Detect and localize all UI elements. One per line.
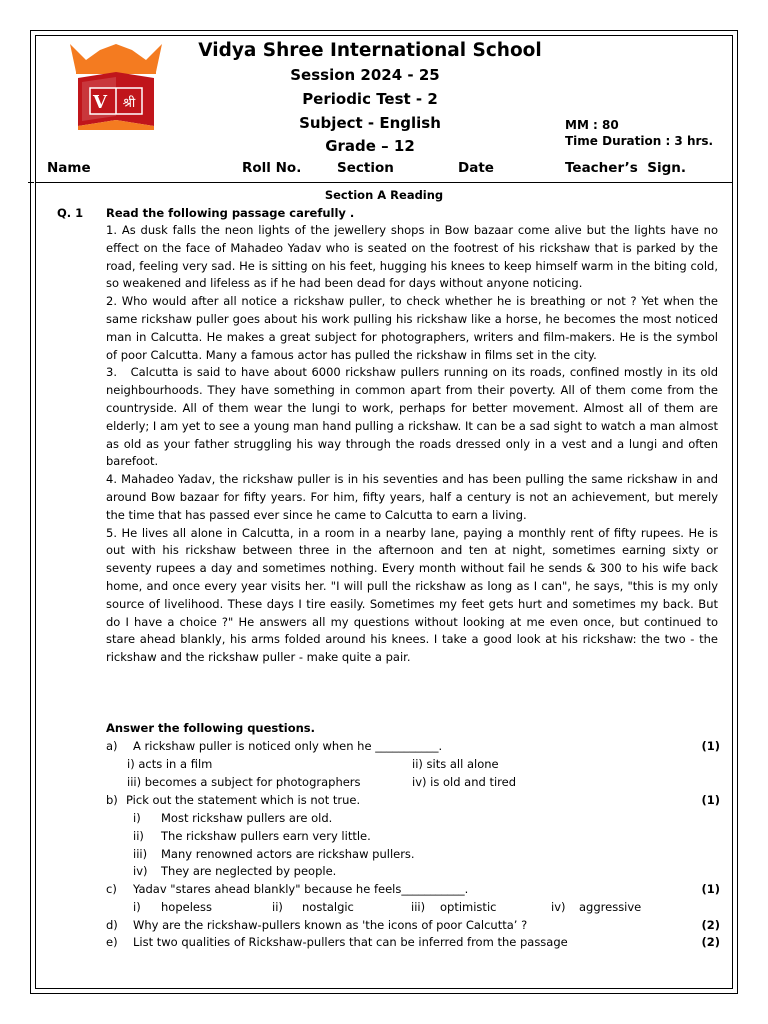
option-c-3: optimistic	[440, 900, 497, 914]
question-d-label: d)	[106, 918, 118, 932]
school-name: Vidya Shree International School	[198, 40, 542, 61]
option-c-2-num: ii)	[272, 900, 283, 914]
option-a-3: iii) becomes a subject for photographers	[127, 775, 361, 789]
teacher-sign-label: Teacher’s Sign.	[565, 160, 686, 176]
paragraph-5: 5. He lives all alone in Calcutta, in a room in a nearby lane, paying a monthly rent of fifty rupees. He is out with his rickshaw between three in the afternoon and ten at night, sometimes earning sixty or seventy rupees a day and sometimes nothing. Every month without fail he sends & 300 to his wife back home, and once every year visits her. "I will pull the rickshaw as long as I can", he says, "this is my only source of livelihood. These days I tire easily. Sometimes my feet gets hurt and sometimes my back. But do I have a choice ?" He answers all my questions without looking at me even once, but continued to stare ahead blankly, his arms folded around his knees. I take a good look at his rickshaw: the two - the rickshaw and the rickshaw puller - make quite a pair.	[106, 525, 722, 665]
question-d-text: Why are the rickshaw-pullers known as 'the icons of poor Calcutta’ ?	[133, 918, 528, 932]
subject: Subject - English	[299, 114, 441, 132]
question-e-label: e)	[106, 935, 118, 949]
section-field-label: Section	[337, 160, 394, 176]
question-instruction: Read the following passage carefully .	[106, 206, 355, 220]
margin-tick	[28, 182, 34, 183]
option-a-2: ii) sits all alone	[412, 757, 499, 771]
option-b-4-num: iv)	[133, 864, 148, 878]
crown-icon	[70, 44, 162, 74]
question-e-marks: (2)	[701, 935, 720, 949]
option-c-2: nostalgic	[302, 900, 354, 914]
option-b-1-num: i)	[133, 811, 141, 825]
paragraph-4: 4. Mahadeo Yadav, the rickshaw puller is in his seventies and has been pulling the same rickshaw in and around Bow bazaar for fifty years. For him, fifty years, half a century is not an achievement, but merely the time that has passed ever since he came to Calcutta to earn a living.	[106, 472, 722, 522]
question-a-text: A rickshaw puller is noticed only when he ___________.	[133, 739, 443, 753]
question-e-text: List two qualities of Rickshaw-pullers that can be inferred from the passage	[133, 935, 568, 949]
book-icon	[78, 72, 154, 130]
question-b-label: b)	[106, 793, 118, 807]
option-c-4-num: iv)	[551, 900, 566, 914]
section-title: Section A Reading	[324, 188, 444, 202]
option-b-1: Most rickshaw pullers are old.	[161, 811, 333, 825]
test-name: Periodic Test - 2	[302, 90, 438, 108]
question-number: Q. 1	[57, 206, 84, 220]
question-a-label: a)	[106, 739, 118, 753]
question-c-marks: (1)	[701, 882, 720, 896]
option-b-2-num: ii)	[133, 829, 144, 843]
name-field-label: Name	[47, 160, 91, 176]
paragraph-2: 2. Who would after all notice a rickshaw puller, to check whether he is breathing or not ? Yet when the same rickshaw puller goes about his work pulling his rickshaw like a horse, he becomes the most noticed man in Calcutta. He makes a great subject for photographers, writers and film-makers. He is the symbol of poor Calcutta. Many a famous actor has pulled the rickshaw in films set in the city.	[106, 294, 722, 362]
logo-script: श्री	[122, 96, 136, 111]
question-a-marks: (1)	[701, 739, 720, 753]
question-d-marks: (2)	[701, 918, 720, 932]
option-b-3-num: iii)	[133, 847, 148, 861]
question-c-label: c)	[106, 882, 117, 896]
max-marks: MM : 80	[565, 118, 619, 132]
option-c-3-num: iii)	[411, 900, 426, 914]
option-c-4: aggressive	[579, 900, 642, 914]
reading-passage	[106, 222, 722, 667]
school-logo	[68, 42, 164, 130]
question-c-text: Yadav "stares ahead blankly" because he feels___________.	[133, 882, 469, 896]
paragraph-3: 3. Calcutta is said to have about 6000 rickshaw pullers running on its roads, confined mostly in its old neighbourhoods. They have something in common apart from their poverty. All of them come from the countryside. All of them wear the lungi to work, perhaps for better movement. Almost all of them are elderly; I am yet to see a young man hand pulling a rickshaw. It can be a sad sight to watch a man almost as old as your father struggling his way through the roads dressed only in a vest and a lungi and often barefoot.	[106, 365, 722, 469]
option-a-4: iv) is old and tired	[412, 775, 517, 789]
session: Session 2024 - 25	[290, 66, 440, 84]
option-a-1: i) acts in a film	[127, 757, 213, 771]
question-b-marks: (1)	[701, 793, 720, 807]
option-b-3: Many renowned actors are rickshaw pullers.	[161, 847, 415, 861]
answer-heading: Answer the following questions.	[106, 721, 315, 735]
roll-field-label: Roll No.	[242, 160, 302, 176]
logo-letter: V	[93, 92, 107, 113]
date-field-label: Date	[458, 160, 494, 176]
option-c-1: hopeless	[161, 900, 212, 914]
header-divider	[35, 182, 733, 183]
time-duration: Time Duration : 3 hrs.	[565, 134, 714, 148]
option-c-1-num: i)	[133, 900, 141, 914]
option-b-2: The rickshaw pullers earn very little.	[161, 829, 371, 843]
question-b-text: Pick out the statement which is not true.	[126, 793, 361, 807]
paragraph-1: 1. As dusk falls the neon lights of the jewellery shops in Bow bazaar come alive but the lights have no effect on the face of Mahadeo Yadav who is seated on the footrest of his rickshaw that is parked by the road, feeling very sad. He is sitting on his feet, hugging his knees to keep himself warm in the biting cold, so weakened and lifeless as if he had been dead for days without anyone noticing.	[106, 223, 722, 291]
option-b-4: They are neglected by people.	[161, 864, 337, 878]
grade: Grade – 12	[325, 137, 415, 155]
